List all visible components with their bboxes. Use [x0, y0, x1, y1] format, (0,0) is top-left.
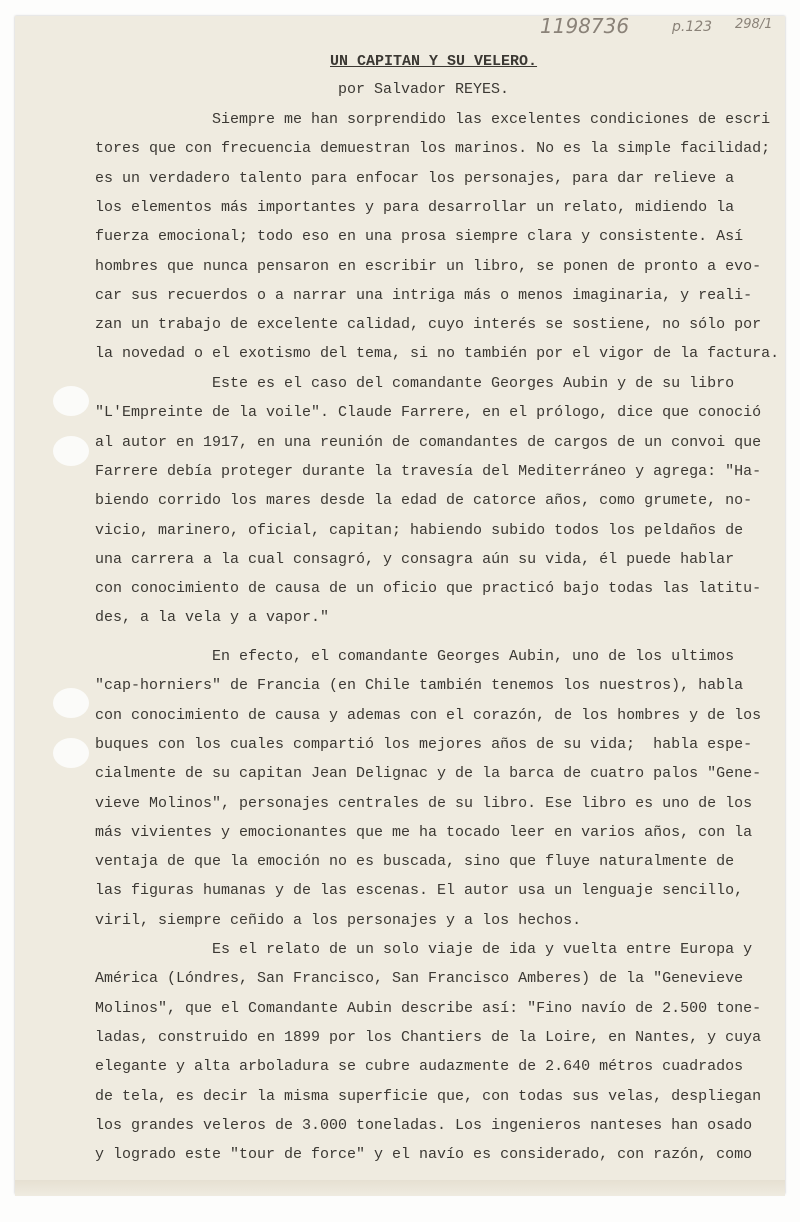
text-line: al autor en 1917, en una reunión de comandantes de cargos de un convoi que [95, 433, 762, 451]
text-line: Farrere debía proteger durante la travesía del Mediterráneo y agrega: "Ha- [95, 462, 762, 480]
punch-hole [53, 386, 89, 416]
page-reference: p.123 [672, 19, 713, 35]
document-title: UN CAPITAN Y SU VELERO. [330, 53, 538, 70]
text-line: "cap-horniers" de Francia (en Chile también tenemos los nuestros), habla [95, 677, 744, 695]
text-line: car sus recuerdos o a narrar una intriga más o menos imaginaria, y reali- [95, 286, 753, 304]
text-line: des, a la vela y a vapor." [95, 609, 330, 627]
punch-hole [53, 738, 89, 768]
catalog-number: 1198736 [540, 14, 630, 38]
torn-bottom-edge [15, 1180, 785, 1196]
text-line: los elementos más importantes y para desarrollar un relato, midiendo la [95, 198, 735, 216]
text-line: con conocimiento de causa de un oficio que practicó bajo todas las latitu- [95, 580, 762, 598]
text-line: tores que con frecuencia demuestran los marinos. No es la simple facilidad; [95, 140, 771, 158]
text-line: América (Lóndres, San Francisco, San Francisco Amberes) de la "Genevieve [95, 970, 744, 988]
paragraph-first-line: Siempre me han sorprendido las excelentes condiciones de escri [212, 111, 771, 128]
text-line: vicio, marinero, oficial, capitan; habiendo subido todos los peldaños de [95, 521, 744, 539]
text-line: "L'Empreinte de la voile". Claude Farrere, en el prólogo, dice que conoció [95, 404, 762, 422]
text-line: una carrera a la cual consagró, y consagra aún su vida, él puede hablar [95, 550, 735, 568]
text-line: de tela, es decir la misma superficie que, con todas sus velas, despliegan [95, 1087, 762, 1105]
text-line: vieve Molinos", personajes centrales de su libro. Ese libro es uno de los [95, 794, 753, 812]
text-line: fuerza emocional; todo eso en una prosa siempre clara y consistente. Así [95, 228, 744, 246]
text-line: biendo corrido los mares desde la edad de catorce años, como grumete, no- [95, 492, 753, 510]
text-line: zan un trabajo de excelente calidad, cuyo interés se sostiene, no sólo por [95, 316, 762, 334]
text-line: los grandes veleros de 3.000 toneladas. Los ingenieros nanteses han osado [95, 1116, 753, 1134]
paragraph-first-line: Este es el caso del comandante Georges Aubin y de su libro [212, 375, 735, 392]
text-line: las figuras humanas y de las escenas. El autor usa un lenguaje sencillo, [95, 882, 744, 900]
text-line: cialmente de su capitan Jean Delignac y de la barca de cuatro palos "Gene- [95, 765, 762, 783]
text-line: ventaja de que la emoción no es buscada, sino que fluye naturalmente de [95, 853, 735, 871]
text-line: hombres que nunca pensaron en escribir un libro, se ponen de pronto a evo- [95, 257, 762, 275]
punch-hole [53, 436, 89, 466]
paragraph-first-line: Es el relato de un solo viaje de ida y vuelta entre Europa y [212, 941, 753, 958]
text-line: la novedad o el exotismo del tema, si no también por el vigor de la factura. [95, 345, 780, 363]
byline: por Salvador REYES. [338, 81, 510, 98]
text-line: más vivientes y emocionantes que me ha tocado leer en varios años, con la [95, 823, 753, 841]
text-line: Molinos", que el Comandante Aubin describe así: "Fino navío de 2.500 tone- [95, 999, 762, 1017]
punch-hole [53, 688, 89, 718]
text-line: y logrado este "tour de force" y el navío es considerado, con razón, como [95, 1146, 753, 1164]
folio-number: 298/1 [735, 17, 773, 32]
text-line: es un verdadero talento para enfocar los personajes, para dar relieve a [95, 169, 735, 187]
text-line: elegante y alta arboladura se cubre audazmente de 2.640 métros cuadrados [95, 1058, 744, 1076]
text-line: ladas, construido en 1899 por los Chantiers de la Loire, en Nantes, y cuya [95, 1028, 762, 1046]
text-line: con conocimiento de causa y ademas con el corazón, de los hombres y de los [95, 706, 762, 724]
paragraph-first-line: En efecto, el comandante Georges Aubin, uno de los ultimos [212, 648, 735, 665]
text-line: viril, siempre ceñido a los personajes y a los hechos. [95, 911, 582, 929]
text-line: buques con los cuales compartió los mejores años de su vida; habla espe- [95, 735, 753, 753]
